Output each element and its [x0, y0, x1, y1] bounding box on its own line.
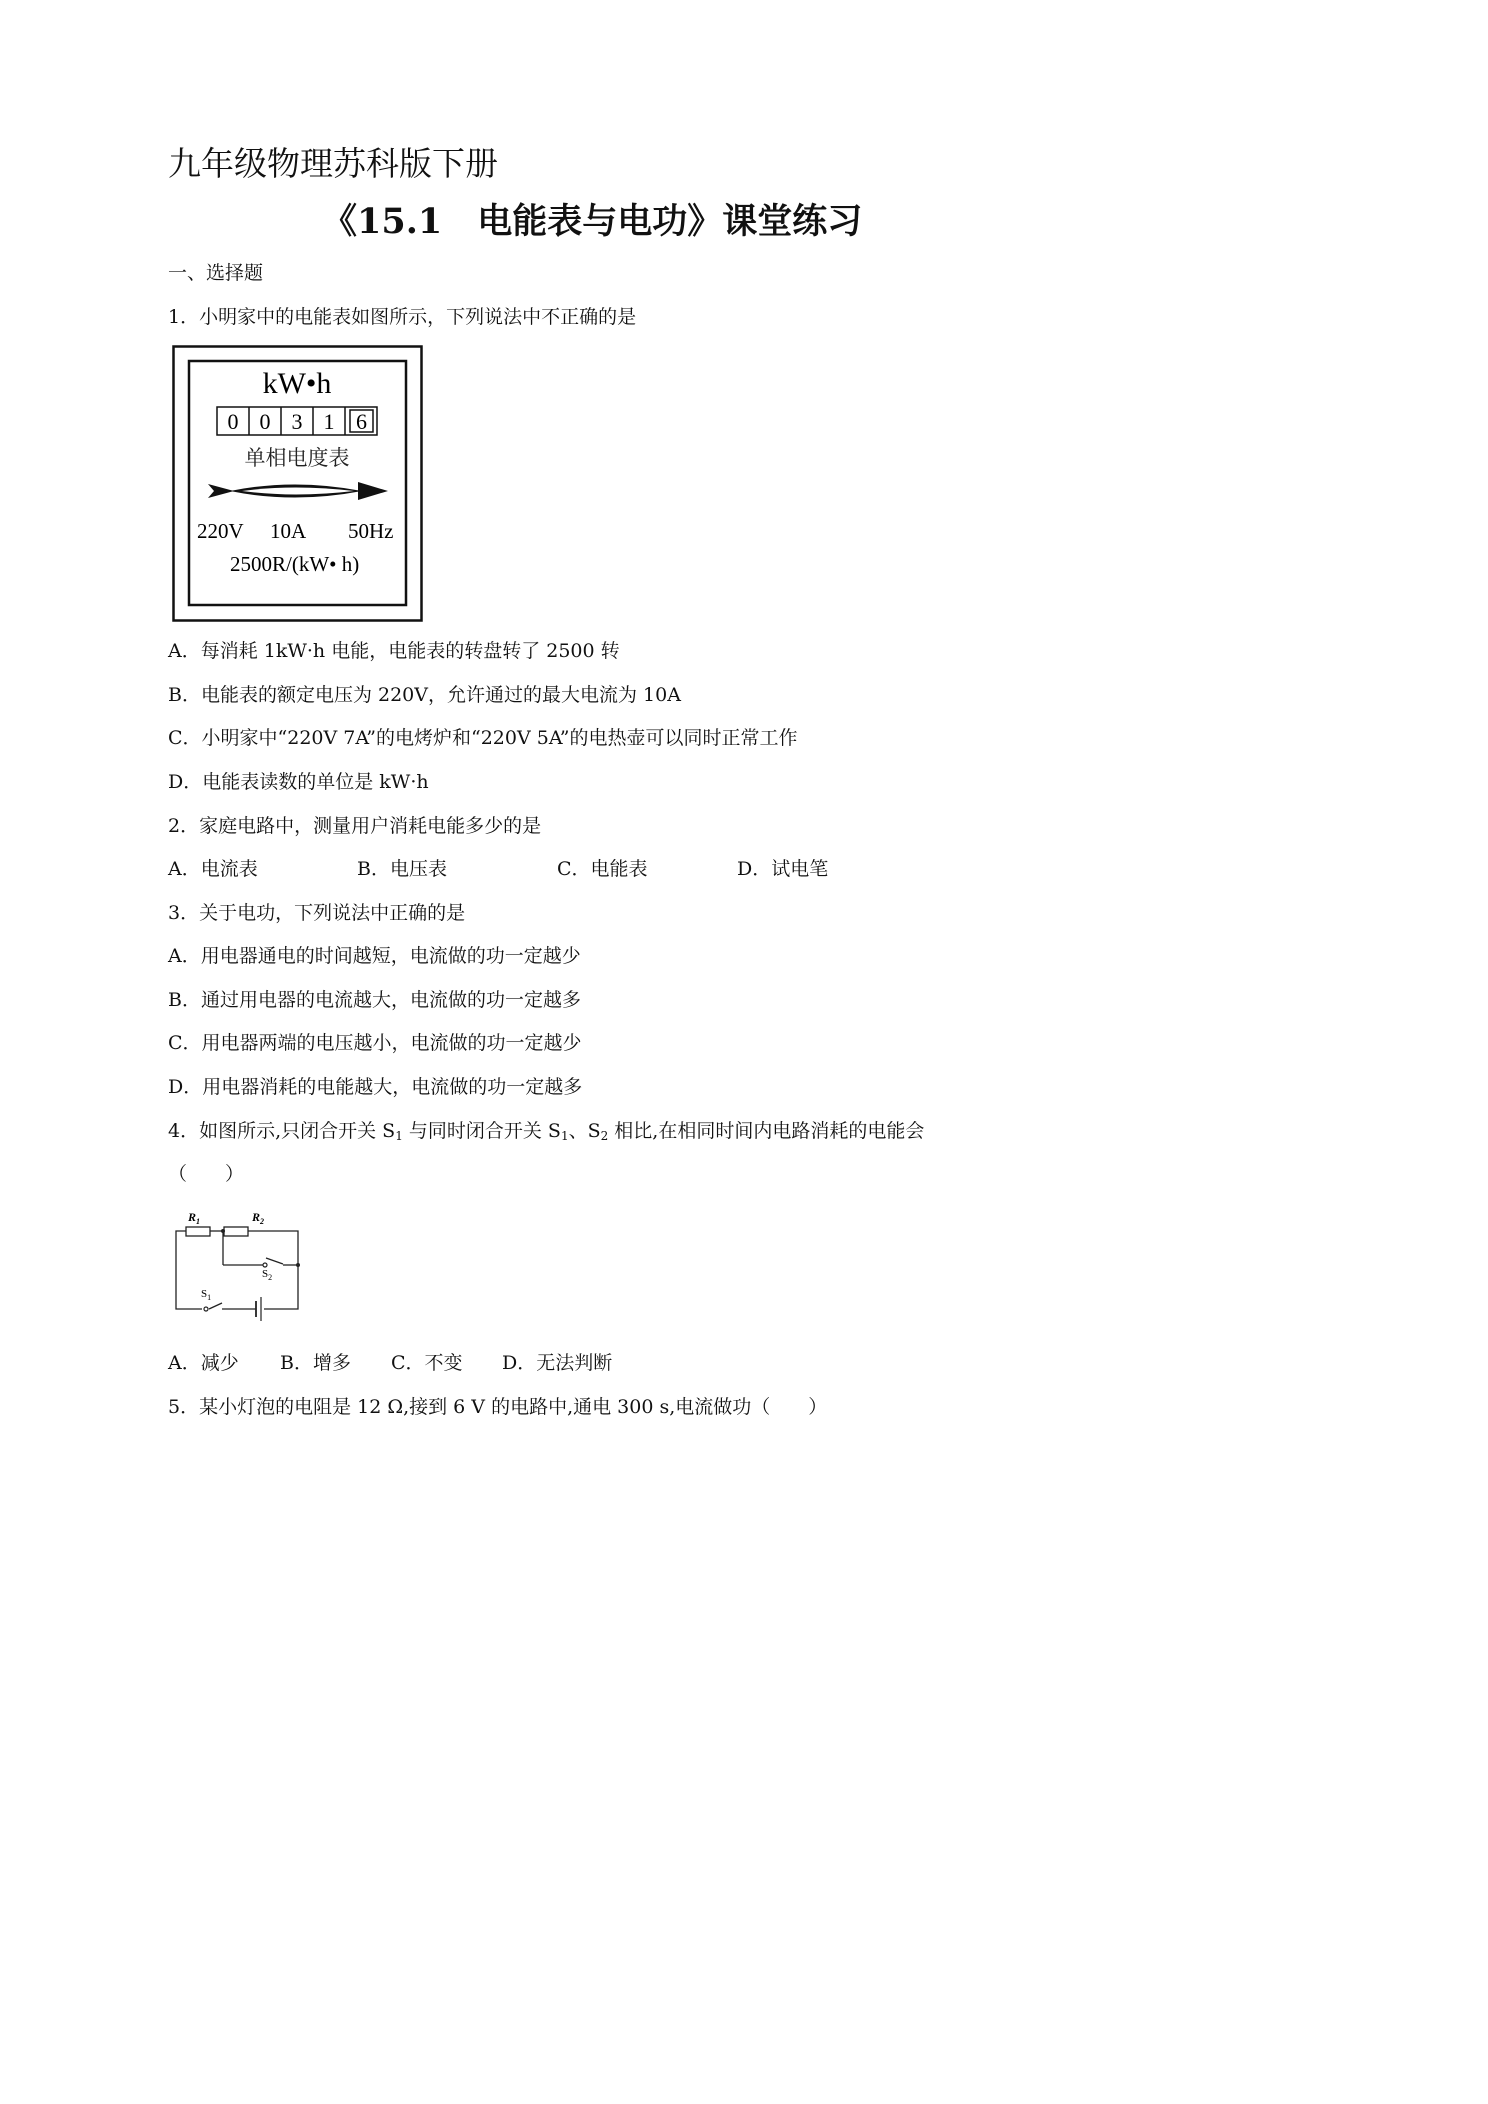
- question-5-stem: 5．某小灯泡的电阻是 12 Ω,接到 6 V 的电路中,通电 300 s,电流做功（ ）: [168, 1396, 828, 1418]
- q4-option-c: C．不变: [391, 1352, 463, 1374]
- q1-option-c: C．小明家中“220V 7A”的电烤炉和“220V 5A”的电热壶可以同时正常工作: [168, 727, 798, 749]
- r1-label: $R_1$: [188, 1210, 201, 1226]
- meter-unit: kW•h: [262, 367, 332, 400]
- question-3-stem: 3．关于电功，下列说法中正确的是: [168, 902, 466, 924]
- meter-digit: 3: [291, 409, 303, 434]
- question-4-blank: （ ）: [168, 1163, 245, 1185]
- document-title: 九年级物理苏科版下册: [168, 144, 498, 183]
- rated-voltage: 220V: [197, 519, 244, 543]
- question-1-stem: 1．小明家中的电能表如图所示，下列说法中不正确的是: [168, 306, 637, 328]
- circuit-diagram: [166, 1202, 306, 1322]
- rated-current: 10A: [270, 519, 307, 543]
- s2-label: $S_2$: [262, 1268, 273, 1282]
- q3-option-c: C．用电器两端的电压越小，电流做的功一定越少: [168, 1032, 582, 1054]
- meter-digit: 0: [259, 409, 271, 434]
- meter-digit: 0: [227, 409, 239, 434]
- meter-constant: 2500R/(kW• h): [230, 552, 360, 576]
- meter-digit: 1: [323, 409, 335, 434]
- resistor-r1: [186, 1227, 210, 1236]
- q3-option-b: B．通过用电器的电流越大，电流做的功一定越多: [168, 989, 581, 1011]
- meter-digit: 6: [356, 409, 367, 434]
- electric-meter-figure: [172, 345, 424, 623]
- arrow-icon: [208, 482, 388, 500]
- q1-option-a: A．每消耗 1kW·h 电能，电能表的转盘转了 2500 转: [168, 640, 620, 662]
- q2-option-c: C．电能表: [557, 858, 648, 880]
- q1-option-d: D．电能表读数的单位是 kW·h: [168, 771, 429, 793]
- r2-label: $R_2$: [252, 1210, 265, 1226]
- q3-option-d: D．用电器消耗的电能越大，电流做的功一定越多: [168, 1076, 583, 1098]
- s1-label: $S_1$: [201, 1288, 212, 1302]
- q2-option-b: B．电压表: [357, 858, 447, 880]
- q4-option-d: D．无法判断: [502, 1352, 613, 1374]
- resistor-r2: [224, 1227, 248, 1236]
- question-4-stem: 4．如图所示,只闭合开关 $S_1$ 与同时闭合开关 $S_1$、$S_2$ 相比,在相同时间内电路消耗的电能会: [168, 1120, 925, 1143]
- lesson-title: 《15.1 电能表与电功》课堂练习: [322, 201, 863, 242]
- meter-digit-row: [217, 407, 377, 435]
- q4-option-a: A．减少: [168, 1352, 239, 1374]
- rated-frequency: 50Hz: [348, 519, 394, 543]
- q4-option-b: B．增多: [280, 1352, 351, 1374]
- q1-option-b: B．电能表的额定电压为 220V，允许通过的最大电流为 10A: [168, 684, 681, 706]
- meter-name: 单相电度表: [244, 446, 350, 470]
- switch-s2: [263, 1263, 267, 1267]
- q3-option-a: A．用电器通电的时间越短，电流做的功一定越少: [168, 945, 581, 967]
- q2-option-a: A．电流表: [168, 858, 258, 880]
- section-label: 一、选择题: [168, 262, 264, 284]
- q2-option-d: D．试电笔: [737, 858, 829, 880]
- switch-s1: [204, 1307, 208, 1311]
- question-2-stem: 2．家庭电路中，测量用户消耗电能多少的是: [168, 815, 542, 837]
